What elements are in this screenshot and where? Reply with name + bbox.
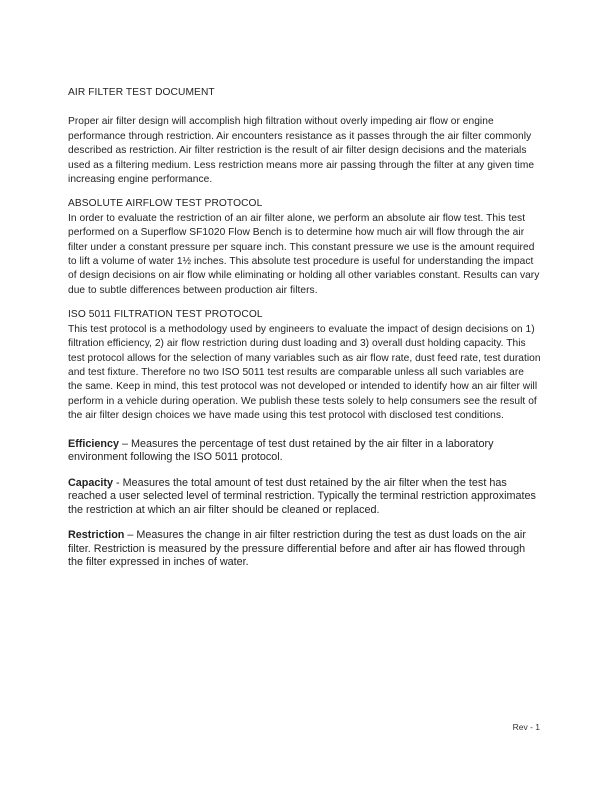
definition-paragraph-restriction <box>68 529 541 570</box>
document-title: AIR FILTER TEST DOCUMENT <box>68 87 215 98</box>
definition-paragraph-capacity <box>68 477 541 518</box>
intro-paragraph: Proper air filter design will accomplish high filtration without overly impeding air flow or engine performance through restriction. Air encounters resistance as it passes through the air filter commonly described as restriction. Air filter restriction is the result of air filter design decisions and the materials used as a filtering medium. Less restriction means more air passing through the filter at any given time increasing engine performance. <box>68 116 535 186</box>
definitions-list <box>68 438 541 570</box>
absolute-airflow-section <box>68 197 541 298</box>
iso-5011-heading: ISO 5011 FILTRATION TEST PROTOCOL <box>68 309 263 321</box>
definition-separator: - <box>116 476 120 489</box>
definition-body: Measures the total amount of test dust retained by the air filter when the test has reached a user selected level of terminal restriction. Typically the terminal restriction approximates the restriction at which an air filter should be cleaned or replaced. <box>68 476 536 516</box>
definition-term: Capacity <box>68 476 114 489</box>
revision-footer: Rev - 1 <box>512 722 540 732</box>
document-body <box>68 86 541 582</box>
definition-term: Efficiency <box>68 437 120 450</box>
definition-paragraph-efficiency <box>68 438 541 465</box>
absolute-airflow-heading: ABSOLUTE AIRFLOW TEST PROTOCOL <box>68 198 263 210</box>
definition-body: Measures the change in air filter restriction during the test as dust loads on the air filter. Restriction is measured by the pressure differential before and after air has flowed through the filter expressed in inches of water. <box>68 529 526 569</box>
definition-body: Measures the percentage of test dust retained by the air filter in a laboratory environment following the ISO 5011 protocol. <box>68 437 494 464</box>
iso-5011-paragraph: This test protocol is a methodology used by engineers to evaluate the impact of design decisions on 1) filtration efficiency, 2) air flow restriction during dust loading and 3) overall dust holding capacity. This test protocol allows for the selection of many variables such as air flow rate, dust feed rate, test duration and test fixture. Therefore no two ISO 5011 test results are comparable unless all such variables are the same. Keep in mind, this test protocol was not developed or intended to identify how an air filter will perform in a vehicle during operation. We publish these tests solely to help consumers see the result of the air filter design choices we have made using this test protocol with disclosed test conditions. <box>68 323 541 422</box>
definition-separator: – <box>122 437 129 450</box>
absolute-airflow-paragraph: In order to evaluate the restriction of an air filter alone, we perform an absolute air flow test. This test performed on a Superflow SF1020 Flow Bench is to determine how much air will flow through the air filter under a constant pressure per square inch. This constant pressure we use is the amount required to lift a volume of water 1½ inches. This absolute test procedure is useful for understanding the impact of design decisions on air flow while eliminating or holding all other variables constant. Results can vary due to subtle differences between production air filters. <box>68 212 540 296</box>
definition-separator: – <box>127 529 134 542</box>
intro-section <box>68 115 541 187</box>
iso-5011-section <box>68 308 541 423</box>
definition-term: Restriction <box>68 529 125 542</box>
